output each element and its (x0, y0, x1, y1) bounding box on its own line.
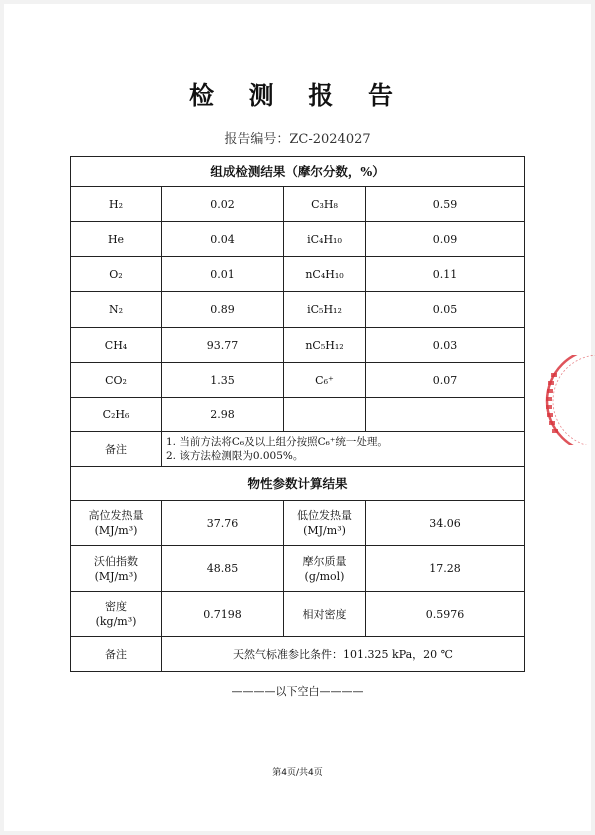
page-footer: 第4页/共4页 (272, 768, 323, 778)
property-label (284, 501, 366, 546)
property-label (284, 592, 366, 637)
property-name: 密度 (105, 600, 127, 613)
component-value: 0.02 (162, 187, 284, 222)
component-name: N₂ (71, 292, 162, 328)
properties-remark: 天然气标准参比条件：101.325 kPa，20 ℃ (162, 637, 525, 672)
property-name: 摩尔质量 (302, 554, 347, 568)
properties-heading: 物性参数计算结果 (71, 467, 525, 501)
official-seal (541, 355, 595, 445)
property-value: 0.5976 (366, 592, 525, 637)
property-unit: (kg/m³) (95, 615, 137, 628)
property-unit: (g/mol) (304, 569, 345, 583)
property-name: 相对密度 (302, 607, 347, 621)
property-value: 37.76 (162, 501, 284, 546)
table-row (71, 222, 525, 257)
property-label (71, 592, 162, 637)
component-value: 93.77 (162, 328, 284, 363)
property-name: 沃伯指数 (94, 554, 138, 568)
component-name: He (71, 222, 162, 257)
blank-below-mark: ————以下空白———— (231, 685, 364, 698)
property-name: 高位发热量 (88, 509, 144, 522)
component-value: 0.04 (162, 222, 284, 257)
component-value: 0.11 (366, 257, 525, 292)
component-name: nC₅H₁₂ (284, 328, 366, 363)
component-value: 2.98 (162, 398, 284, 432)
table-row (71, 187, 525, 222)
property-label (71, 501, 162, 546)
table-row (71, 257, 525, 292)
remark-label: 备注 (71, 432, 162, 467)
report-title: 检 测 报 告 (188, 81, 407, 110)
component-name: nC₄H₁₀ (284, 257, 366, 292)
property-name: 低位发热量 (297, 509, 352, 522)
composition-heading-row (71, 157, 525, 187)
table-row (71, 546, 525, 592)
component-name: CH₄ (71, 328, 162, 363)
component-name: CO₂ (71, 363, 162, 398)
composition-remark-row (71, 432, 525, 467)
remark-line: 2. 该方法检测限为0.005%。 (166, 450, 304, 462)
component-value: 0.89 (162, 292, 284, 328)
property-unit: (MJ/m³) (303, 524, 346, 537)
properties-heading-row (71, 467, 525, 501)
table-row (71, 398, 525, 432)
table-row (71, 501, 525, 546)
component-name: iC₅H₁₂ (284, 292, 366, 328)
component-value: 0.59 (366, 187, 525, 222)
property-value: 34.06 (366, 501, 525, 546)
component-value: 1.35 (162, 363, 284, 398)
property-value: 48.85 (162, 546, 284, 592)
remark-label: 备注 (71, 637, 162, 672)
component-name: C₂H₆ (71, 398, 162, 432)
table-row (71, 363, 525, 398)
property-value: 17.28 (366, 546, 525, 592)
properties-remark-row (71, 637, 525, 672)
component-value (366, 398, 525, 432)
component-name: H₂ (71, 187, 162, 222)
table-row (71, 292, 525, 328)
property-label (71, 546, 162, 592)
property-unit: (MJ/m³) (94, 569, 138, 583)
component-value: 0.03 (366, 328, 525, 363)
component-value: 0.09 (366, 222, 525, 257)
component-value: 0.05 (366, 292, 525, 328)
remark-line: 1. 当前方法将C₆及以上组分按照C₆⁺统一处理。 (166, 436, 388, 448)
component-name: C₃H₈ (284, 187, 366, 222)
component-name: O₂ (71, 257, 162, 292)
composition-heading: 组成检测结果（摩尔分数，%） (71, 157, 525, 187)
component-value: 0.07 (366, 363, 525, 398)
table-row (71, 328, 525, 363)
component-name (284, 398, 366, 432)
report-number: 报告编号：ZC-2024027 (224, 132, 371, 147)
property-unit: (MJ/m³) (94, 524, 138, 537)
property-label (284, 546, 366, 592)
results-table (70, 156, 525, 672)
component-name: iC₄H₁₀ (284, 222, 366, 257)
component-value: 0.01 (162, 257, 284, 292)
table-row (71, 592, 525, 637)
component-name: C₆⁺ (284, 363, 366, 398)
composition-remark (162, 432, 525, 467)
property-value: 0.7198 (162, 592, 284, 637)
